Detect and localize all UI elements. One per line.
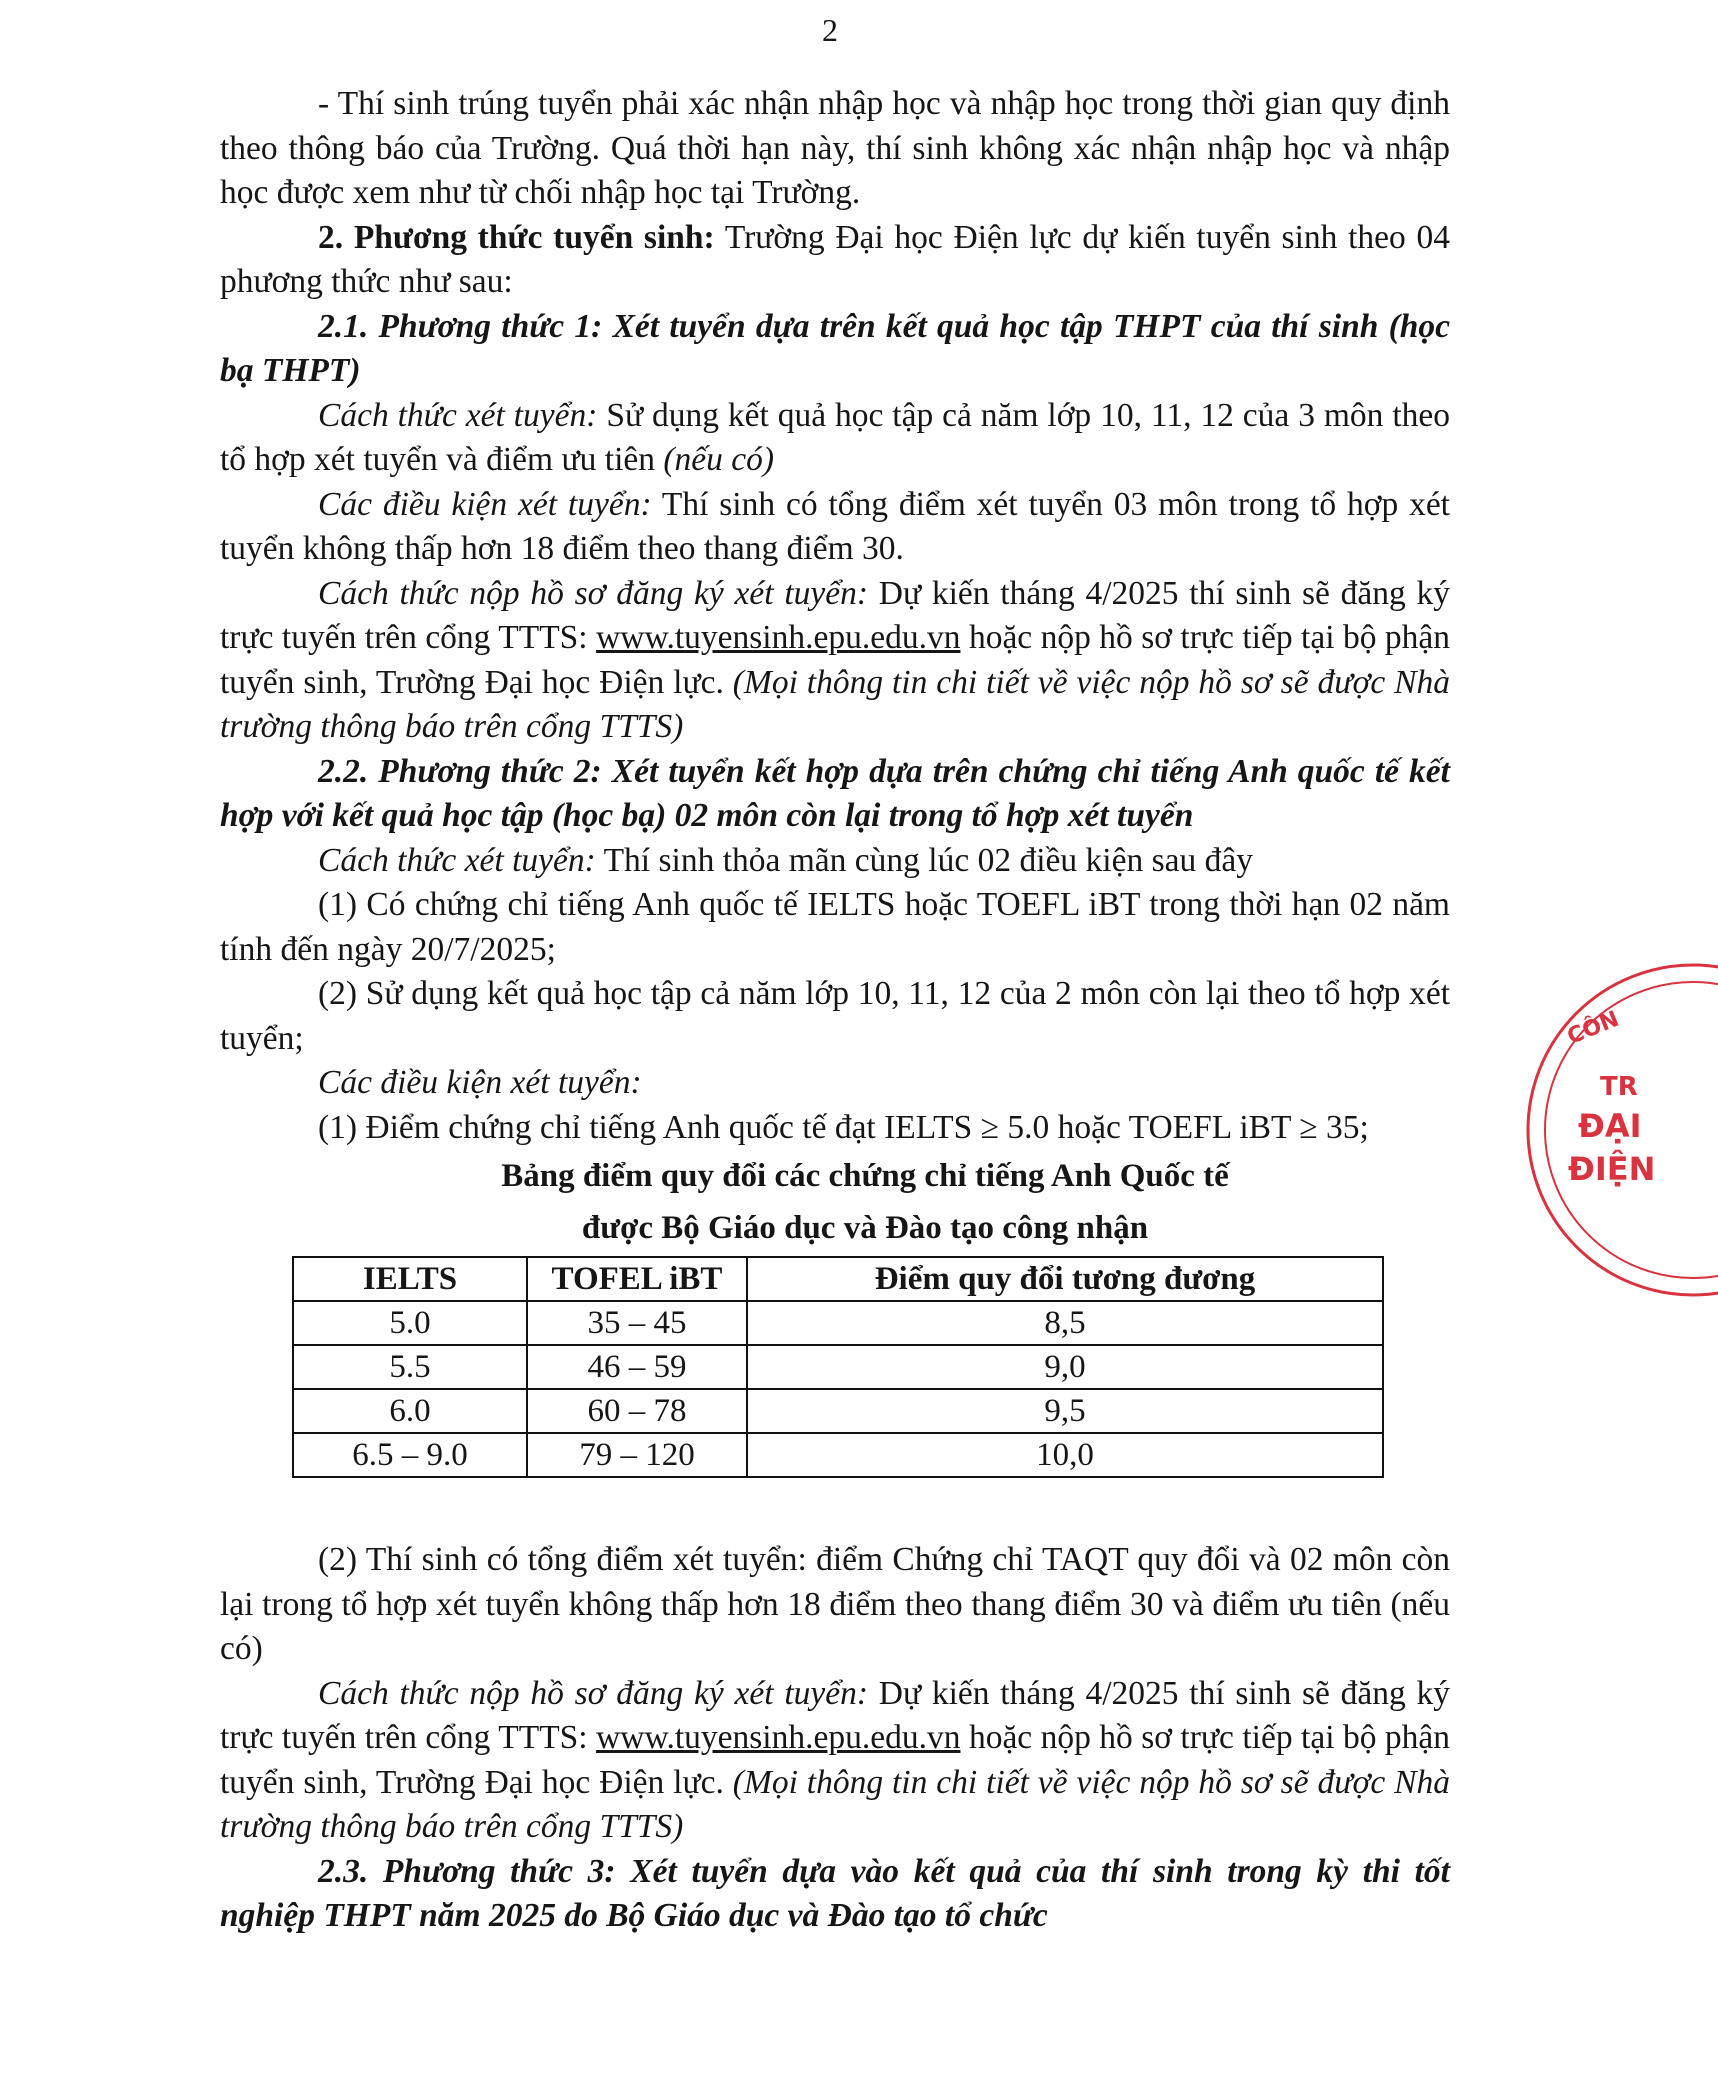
table-cell: 6.0 — [293, 1389, 527, 1433]
table-cell: 79 – 120 — [527, 1433, 747, 1477]
method-2-submission-text-1: Dự kiến tháng 4/2025 thí sinh sẽ đăng ký trực tuyến trên cổng TTTS: — [220, 1674, 1450, 1756]
method-2-submission-note: (Mọi thông tin chi tiết về việc nộp hồ sơ sẽ được Nhà trường thông báo trên cổng TTTS) — [220, 1763, 1450, 1845]
table-cell: 9,0 — [747, 1345, 1383, 1389]
section-2-text: Trường Đại học Điện lực dự kiến tuyển sinh theo 04 phương thức như sau: — [220, 218, 1451, 300]
red-seal-stamp-icon — [1518, 985, 1718, 1275]
spacer — [220, 1478, 1450, 1538]
table-header-row — [293, 1257, 1383, 1301]
table-cell: 46 – 59 — [527, 1345, 747, 1389]
method-1-approach-text: Sử dụng kết quả học tập cả năm lớp 10, 11, 12 của 3 môn theo tổ hợp xét tuyển và điểm ưu tiên — [220, 396, 1450, 478]
method-1-submission-text-1: Dự kiến tháng 4/2025 thí sinh sẽ đăng ký trực tuyến trên cổng TTTS: — [220, 574, 1450, 656]
method-2-approach-label: Cách thức xét tuyển: — [318, 841, 596, 879]
table-cell: 5.5 — [293, 1345, 527, 1389]
method-1-submission-text-2: hoặc nộp hồ sơ trực tiếp tại bộ phận tuyển sinh, Trường Đại học Điện lực. — [220, 619, 1451, 701]
section-2-heading: 2. Phương thức tuyển sinh: — [318, 218, 715, 256]
method-1-heading: 2.1. Phương thức 1: Xét tuyển dựa trên kết quả học tập THPT của thí sinh (học bạ THPT) — [220, 307, 1450, 389]
table-row — [293, 1301, 1383, 1345]
method-1-submission-label: Cách thức nộp hồ sơ đăng ký xét tuyển: — [318, 574, 869, 612]
table-title-line-2: được Bộ Giáo dục và Đào tạo công nhận — [581, 1210, 1149, 1246]
table-row — [293, 1433, 1383, 1477]
table-row — [293, 1345, 1383, 1389]
section-2-paragraph — [220, 216, 1450, 305]
page-number: 2 — [822, 12, 838, 48]
method-3-heading: 2.3. Phương thức 3: Xét tuyển dựa vào kết quả của thí sinh trong kỳ thi tốt nghiệp THPT năm 2025 do Bộ Giáo dục và Đào tạo tổ chức — [220, 1852, 1450, 1934]
method-1-conditions — [220, 483, 1450, 572]
method-2-approach — [220, 839, 1450, 884]
method-2-heading: 2.2. Phương thức 2: Xét tuyển kết hợp dựa trên chứng chỉ tiếng Anh quốc tế kết hợp với kết quả học tập (học bạ) 02 môn còn lại trong tổ hợp xét tuyển — [220, 752, 1450, 834]
table-cell: 9,5 — [747, 1389, 1383, 1433]
table-cell: 6.5 – 9.0 — [293, 1433, 527, 1477]
method-2-submission-text-2: hoặc nộp hồ sơ trực tiếp tại bộ phận tuyển sinh, Trường Đại học Điện lực. — [220, 1719, 1451, 1801]
stamp-text-top: CÔN — [1563, 1006, 1623, 1050]
method-2-approach-text: Thí sinh thỏa mãn cùng lúc 02 điều kiện sau đây — [603, 841, 1253, 879]
stamp-text-line-3: ĐIỆN — [1568, 1150, 1656, 1188]
table-cell: 10,0 — [747, 1433, 1383, 1477]
table-cell: 8,5 — [747, 1301, 1383, 1345]
method-2-submission — [220, 1672, 1450, 1850]
method-2-item-2: (2) Sử dụng kết quả học tập cả năm lớp 10, 11, 12 của 2 môn còn lại theo tổ hợp xét tuyển; — [220, 975, 1450, 1057]
stamp-text-line-1: TR — [1600, 1072, 1638, 1102]
method-1-conditions-text: Thí sinh có tổng điểm xét tuyển 03 môn trong tổ hợp xét tuyển không thấp hơn 18 điểm theo thang điểm 30. — [220, 485, 1450, 567]
method-2-portal-link[interactable]: www.tuyensinh.epu.edu.vn — [596, 1719, 961, 1756]
method-1-portal-link[interactable]: www.tuyensinh.epu.edu.vn — [596, 619, 961, 656]
table-cell: 5.0 — [293, 1301, 527, 1345]
method-1-approach-label: Cách thức xét tuyển: — [318, 396, 598, 434]
table-cell: 60 – 78 — [527, 1389, 747, 1433]
method-1-submission — [220, 572, 1450, 750]
method-1-conditions-label: Các điều kiện xét tuyển: — [318, 485, 652, 523]
method-2-condition-1: (1) Điểm chứng chỉ tiếng Anh quốc tế đạt IELTS ≥ 5.0 hoặc TOEFL iBT ≥ 35; — [318, 1108, 1369, 1146]
method-2-conditions-label: Các điều kiện xét tuyển: — [318, 1064, 642, 1101]
method-1-approach-note: (nếu có) — [663, 441, 775, 478]
table-header-cell: IELTS — [293, 1257, 527, 1301]
method-2-submission-label: Cách thức nộp hồ sơ đăng ký xét tuyển: — [318, 1674, 869, 1712]
method-2-condition-2: (2) Thí sinh có tổng điểm xét tuyển: điểm Chứng chỉ TAQT quy đổi và 02 môn còn lại trong tổ hợp xét tuyển không thấp hơn 18 điểm theo thang điểm 30 và điểm ưu tiên (nếu có) — [220, 1541, 1450, 1667]
method-1-approach — [220, 394, 1450, 483]
method-1-submission-note: (Mọi thông tin chi tiết về việc nộp hồ sơ sẽ được Nhà trường thông báo trên cổng TTTS) — [220, 663, 1450, 745]
table-header-cell: TOFEL iBT — [527, 1257, 747, 1301]
table-title-line-1: Bảng điểm quy đổi các chứng chỉ tiếng Anh Quốc tế — [501, 1158, 1229, 1194]
score-conversion-table — [292, 1256, 1384, 1478]
paragraph-confirm-enrollment: - Thí sinh trúng tuyển phải xác nhận nhập học và nhập học trong thời gian quy định theo thông báo của Trường. Quá thời hạn này, thí sinh không xác nhận nhập học và nhập học được xem như từ chối nhập học tại Trường. — [220, 85, 1450, 211]
stamp-text-line-2: ĐẠI — [1578, 1107, 1642, 1145]
document-body — [220, 82, 1450, 1939]
method-2-item-1: (1) Có chứng chỉ tiếng Anh quốc tế IELTS hoặc TOEFL iBT trong thời hạn 02 năm tính đến ngày 20/7/2025; — [220, 886, 1450, 968]
table-row — [293, 1389, 1383, 1433]
table-cell: 35 – 45 — [527, 1301, 747, 1345]
table-header-cell: Điểm quy đổi tương đương — [747, 1257, 1383, 1301]
